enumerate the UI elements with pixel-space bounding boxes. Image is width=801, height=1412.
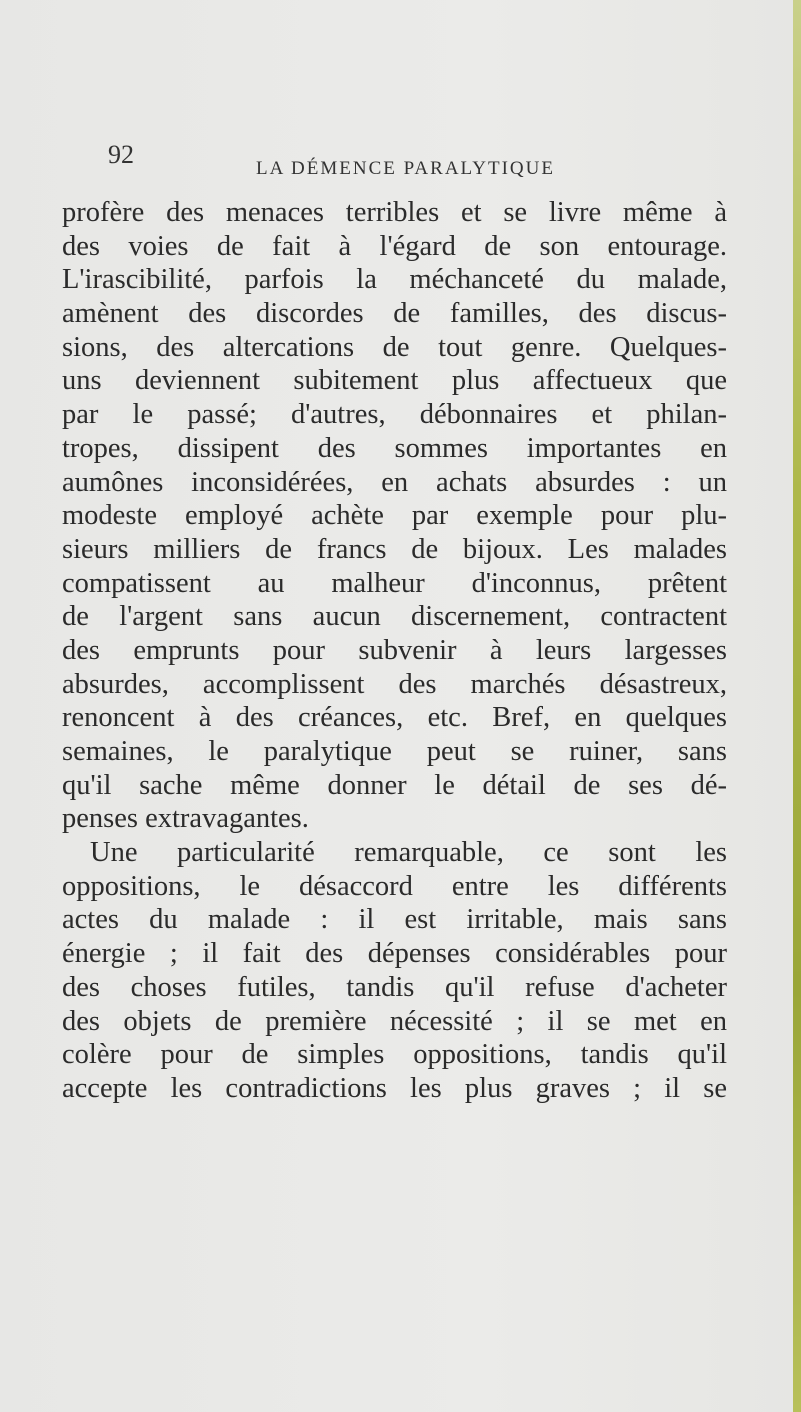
- page-number: 92: [108, 140, 134, 169]
- text-line: L'irascibilité, parfois la méchanceté du malade,: [62, 264, 727, 296]
- text-line: par le passé; d'autres, débonnaires et philan-: [62, 399, 727, 431]
- text-line: tropes, dissipent des sommes importantes en: [62, 432, 727, 464]
- text-line: semaines, le paralytique peut se ruiner, sans: [62, 736, 727, 767]
- text-line: qu'il sache même donner le détail de ses dé-: [62, 769, 727, 801]
- text-line: énergie ; il fait des dépenses considérables pour: [62, 938, 727, 970]
- text-line: de l'argent sans aucun discernement, contractent: [62, 601, 727, 633]
- running-head: LA DÉMENCE PARALYTIQUE: [256, 158, 555, 179]
- text-line: actes du malade : il est irritable, mais sans: [62, 904, 727, 936]
- body-text: [62, 196, 727, 1106]
- text-line: sions, des altercations de tout genre. Quelques-: [62, 331, 727, 363]
- text-line: renoncent à des créances, etc. Bref, en quelques: [62, 702, 727, 734]
- text-line: sieurs milliers de francs de bijoux. Les malades: [62, 533, 727, 565]
- text-line: modeste employé achète par exemple pour plu-: [62, 500, 727, 532]
- text-line: oppositions, le désaccord entre les différents: [62, 870, 727, 902]
- text-line: des objets de première nécessité ; il se met en: [62, 1005, 727, 1037]
- text-line: Une particularité remarquable, ce sont les: [90, 837, 727, 869]
- text-line: aumônes inconsidérées, en achats absurdes : un: [62, 466, 727, 498]
- text-line: accepte les contradictions les plus graves ; il se: [62, 1072, 727, 1104]
- text-line: des choses futiles, tandis qu'il refuse d'acheter: [62, 971, 727, 1003]
- page-edge-strip: [793, 0, 801, 1412]
- text-line: des voies de fait à l'égard de son entourage.: [62, 230, 727, 262]
- text-line: uns deviennent subitement plus affectueux que: [62, 365, 727, 397]
- text-line: profère des menaces terribles et se livre même à: [62, 197, 727, 228]
- text-line: absurdes, accomplissent des marchés désastreux,: [62, 668, 727, 700]
- text-line: compatissent au malheur d'inconnus, prêtent: [62, 567, 727, 599]
- text-line: colère pour de simples oppositions, tandis qu'il: [62, 1039, 727, 1071]
- text-line: des emprunts pour subvenir à leurs largesses: [62, 634, 727, 666]
- text-line: amènent des discordes de familles, des discus-: [62, 298, 727, 330]
- text-line: penses extravagantes.: [62, 803, 309, 835]
